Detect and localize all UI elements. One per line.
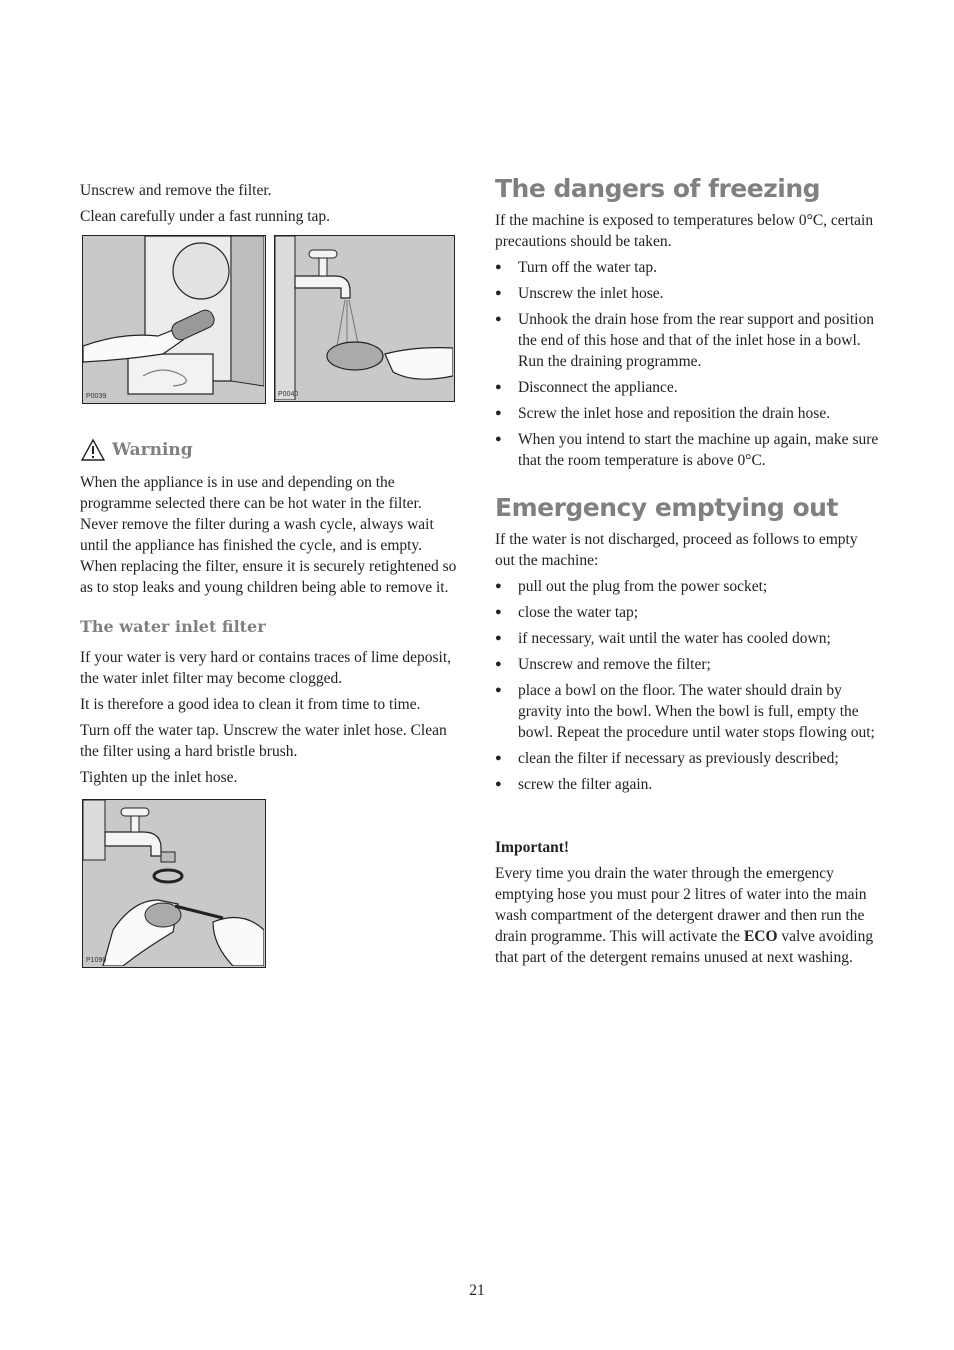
warning-heading [80, 438, 460, 462]
figure-filter-rinse [274, 235, 455, 402]
important-heading: Important! [495, 839, 570, 856]
inlet-paragraph-1: If your water is very hard or contains traces of lime deposit, the water inlet filter may become clogged. [80, 649, 452, 687]
list-item: ● When you intend to start the machine up again, make sure that the room temperature is above 0°C. [495, 429, 880, 471]
list-item: ● Unscrew the inlet hose. [495, 283, 880, 304]
left-column [80, 180, 460, 968]
inlet-paragraph-3: Turn off the water tap. Unscrew the water inlet hose. Clean the filter using a hard bristle brush. [80, 722, 447, 760]
inlet-paragraph-2: It is therefore a good idea to clean it from time to time. [80, 696, 421, 713]
filter-figures [82, 235, 460, 404]
inlet-filter-heading: The water inlet filter [80, 617, 266, 636]
freezing-list [495, 257, 880, 471]
list-item: ● close the water tap; [495, 602, 880, 623]
list-item: ● pull out the plug from the power socket; [495, 576, 880, 597]
inlet-paragraph-4: Tighten up the inlet hose. [80, 769, 238, 786]
list-item: ● Unscrew and remove the filter; [495, 654, 880, 675]
list-item: ● place a bowl on the floor. The water should drain by gravity into the bowl. When the bowl is full, empty the bowl. Repeat the procedure until water stops flowing out; [495, 680, 880, 743]
figure-code: P0039 [86, 393, 107, 400]
emergency-list [495, 576, 880, 795]
figure-filter-removal [82, 235, 266, 404]
figure-inlet-brush [82, 799, 266, 968]
list-item: ● Turn off the water tap. [495, 257, 880, 278]
emergency-intro: If the water is not discharged, proceed as follows to empty out the machine: [495, 531, 858, 569]
list-item: ● if necessary, wait until the water has cooled down; [495, 628, 880, 649]
eco-label: ECO [743, 928, 778, 945]
figure-code: P0040 [278, 391, 299, 398]
emergency-heading: Emergency emptying out [495, 493, 838, 522]
freezing-heading: The dangers of freezing [495, 174, 821, 203]
warning-title: Warning [112, 439, 193, 460]
important-text [495, 863, 880, 968]
figure-code: P1090 [86, 957, 107, 964]
list-item: ● clean the filter if necessary as previously described; [495, 748, 880, 769]
important-text-start: Every time you drain the water through the emergency emptying hose you must pour 2 litres of water into the main wash compartment of the detergent drawer and then run the drain programme. This will activate the [495, 865, 867, 945]
intro-line-2: Clean carefully under a fast running tap. [80, 208, 331, 225]
right-column [495, 174, 880, 973]
important-text-end: valve avoiding that part of the detergent remains unused at next washing. [495, 928, 874, 966]
intro-line-1: Unscrew and remove the filter. [80, 182, 272, 199]
list-item: ● Screw the inlet hose and reposition the drain hose. [495, 403, 880, 424]
warning-triangle-icon [80, 438, 106, 462]
list-item: ● screw the filter again. [495, 774, 880, 795]
list-item: ● Unhook the drain hose from the rear support and position the end of this hose and that of the inlet hose in a bowl. Run the draining programme. [495, 309, 880, 372]
list-item: ● Disconnect the appliance. [495, 377, 880, 398]
freezing-intro: If the machine is exposed to temperatures below 0°C, certain precautions should be taken. [495, 212, 874, 250]
warning-text: When the appliance is in use and depending on the programme selected there can be hot water in the filter. Never remove the filter during a wash cycle, always wait until the appliance has finished the cycle, and is empty. When replacing the filter, ensure it is securely retightened so as to stop leaks and young children being able to remove it. [80, 474, 457, 596]
page-number: 21 [469, 1282, 485, 1299]
